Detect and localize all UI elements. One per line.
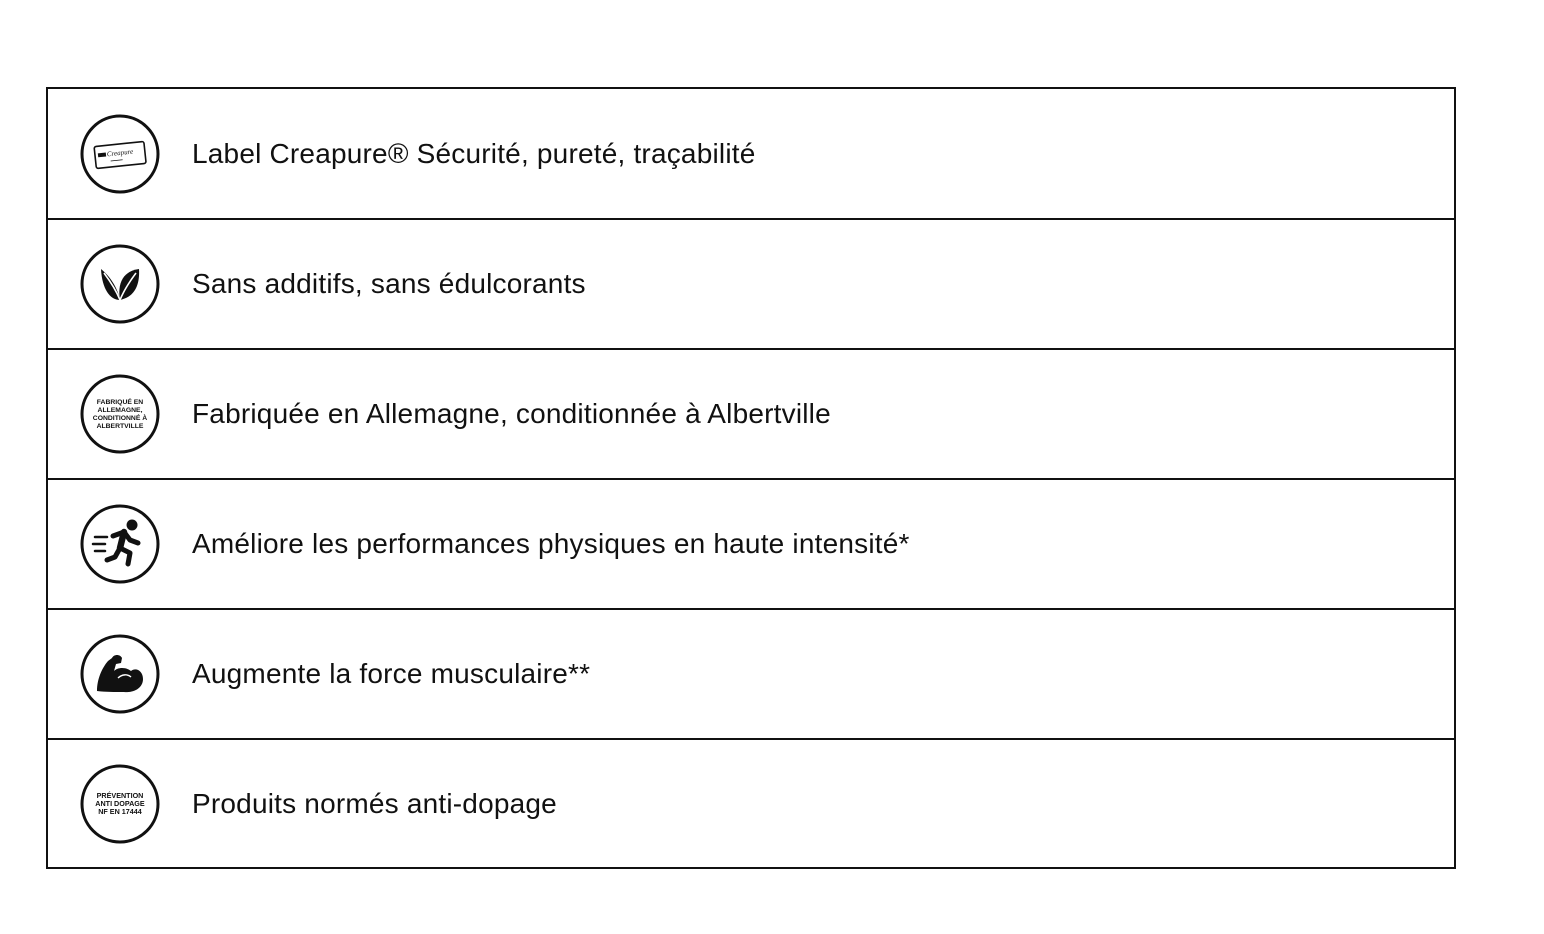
- badge-line: NF EN 17444: [98, 806, 142, 816]
- badge-line: ALBERTVILLE: [96, 423, 144, 430]
- feature-row-anti-doping: [48, 738, 1454, 867]
- feature-label: Améliore les performances physiques en haute intensité*: [192, 528, 910, 559]
- feature-row-performance: [48, 478, 1454, 608]
- feature-row-made-in-germany: [48, 348, 1454, 478]
- flexed-biceps-icon: [80, 634, 160, 714]
- feature-row-strength: [48, 608, 1454, 738]
- leaf-icon: [80, 244, 160, 324]
- creapure-wordmark: Creapure: [106, 147, 134, 158]
- feature-label: Augmente la force musculaire**: [192, 658, 591, 689]
- badge-line: CONDITIONNÉ À: [92, 415, 148, 422]
- badge-line: ANTI DOPAGE: [95, 798, 145, 808]
- badge-line: FABRIQUÉ EN: [96, 399, 144, 406]
- badge-line: PRÉVENTION: [96, 790, 144, 800]
- anti-doping-badge-icon: [80, 764, 160, 844]
- feature-label: Sans additifs, sans édulcorants: [192, 268, 586, 299]
- feature-label: Label Creapure® Sécurité, pureté, traçabilité: [192, 137, 756, 169]
- feature-label: Fabriquée en Allemagne, conditionnée à Albertville: [192, 398, 831, 429]
- creapure-card-icon: [80, 114, 160, 194]
- feature-label: Produits normés anti-dopage: [192, 787, 557, 819]
- feature-row-no-additives: [48, 218, 1454, 348]
- running-person-icon: [80, 504, 160, 584]
- feature-row-creapure: [48, 89, 1454, 218]
- feature-list: [46, 87, 1456, 869]
- badge-line: ALLEMAGNE,: [97, 407, 143, 414]
- made-in-germany-badge-icon: [80, 374, 160, 454]
